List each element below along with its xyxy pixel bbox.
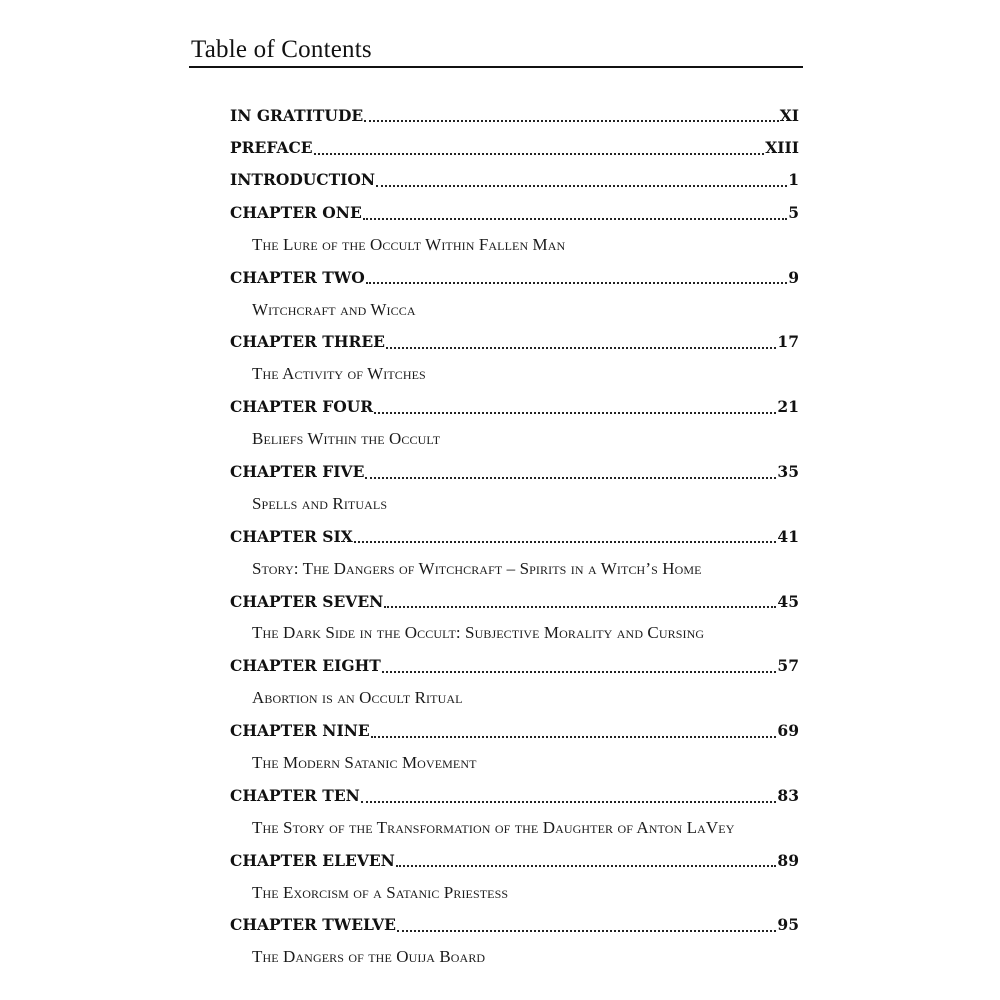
toc-entry-page-number: 1 bbox=[788, 170, 799, 190]
toc-chapter-subtitle: Story: The Dangers of Witchcraft – Spirits in a Witch’s Home bbox=[252, 558, 702, 578]
toc-entry bbox=[230, 779, 799, 811]
toc-entry-page-number: 17 bbox=[777, 332, 799, 352]
dot-leader bbox=[363, 203, 787, 229]
toc-entry bbox=[230, 261, 799, 293]
toc-entry bbox=[230, 131, 799, 163]
toc-entry-page-number: 5 bbox=[788, 202, 799, 222]
dot-leader bbox=[361, 786, 777, 812]
toc-entry bbox=[230, 455, 799, 487]
title-divider bbox=[189, 66, 803, 68]
toc-entry-page-number: 57 bbox=[777, 656, 799, 676]
toc-chapter-subtitle: Spells and Rituals bbox=[252, 493, 388, 513]
dot-leader bbox=[384, 591, 776, 617]
toc-chapter-subtitle: Beliefs Within the Occult bbox=[252, 429, 441, 449]
dot-leader bbox=[366, 267, 787, 293]
dot-leader bbox=[314, 138, 765, 164]
dot-leader bbox=[396, 850, 777, 876]
toc-entry bbox=[230, 326, 799, 358]
dot-leader bbox=[386, 332, 776, 358]
dot-leader bbox=[354, 526, 777, 552]
toc-entry-label: IN GRATITUDE bbox=[230, 105, 364, 125]
toc-chapter-subtitle: The Dangers of the Ouija Board bbox=[252, 947, 486, 967]
toc-entry-page-number: 35 bbox=[777, 461, 799, 481]
toc-entry-label: CHAPTER ONE bbox=[230, 202, 362, 222]
toc-entry-label: CHAPTER SEVEN bbox=[230, 591, 384, 611]
toc-entry-label: CHAPTER NINE bbox=[230, 721, 370, 741]
toc-entry bbox=[230, 714, 799, 746]
toc-entry-page-number: 45 bbox=[777, 591, 799, 611]
toc-entry-label: PREFACE bbox=[230, 138, 313, 158]
toc-entry-page-number: XIII bbox=[765, 138, 799, 158]
table-of-contents bbox=[230, 99, 799, 974]
toc-entry-label: CHAPTER TWELVE bbox=[230, 915, 396, 935]
toc-entry-label: CHAPTER THREE bbox=[230, 332, 385, 352]
toc-entry bbox=[230, 164, 799, 196]
dot-leader bbox=[374, 397, 776, 423]
dot-leader bbox=[371, 721, 777, 747]
toc-chapter-subtitle: The Activity of Witches bbox=[252, 364, 426, 384]
toc-entry-page-number: 21 bbox=[777, 397, 799, 417]
dot-leader bbox=[365, 462, 776, 488]
toc-entry-page-number: XI bbox=[779, 105, 799, 125]
toc-chapter-subtitle: The Story of the Transformation of the Daughter of Anton LaVey bbox=[252, 817, 735, 837]
dot-leader bbox=[364, 105, 779, 131]
toc-entry-label: INTRODUCTION bbox=[230, 170, 376, 190]
toc-entry bbox=[230, 650, 799, 682]
toc-entry-label: CHAPTER ELEVEN bbox=[230, 850, 395, 870]
toc-chapter-subtitle: The Exorcism of a Satanic Priestess bbox=[252, 882, 509, 902]
toc-entry bbox=[230, 844, 799, 876]
toc-entry-label: CHAPTER FIVE bbox=[230, 461, 365, 481]
dot-leader bbox=[397, 915, 776, 941]
toc-entry-page-number: 83 bbox=[777, 785, 799, 805]
toc-entry bbox=[230, 909, 799, 941]
toc-entry-label: CHAPTER EIGHT bbox=[230, 656, 381, 676]
toc-entry bbox=[230, 520, 799, 552]
toc-chapter-subtitle: The Lure of the Occult Within Fallen Man bbox=[252, 234, 566, 254]
toc-entry-label: CHAPTER SIX bbox=[230, 526, 353, 546]
toc-entry bbox=[230, 585, 799, 617]
toc-chapter-subtitle: The Dark Side in the Occult: Subjective Morality and Cursing bbox=[252, 623, 705, 643]
toc-entry bbox=[230, 99, 799, 131]
toc-entry-page-number: 9 bbox=[788, 267, 799, 287]
toc-chapter-subtitle: Witchcraft and Wicca bbox=[252, 299, 416, 319]
toc-entry-page-number: 41 bbox=[777, 526, 799, 546]
toc-entry-label: CHAPTER TEN bbox=[230, 785, 360, 805]
toc-entry-page-number: 95 bbox=[777, 915, 799, 935]
toc-entry bbox=[230, 196, 799, 228]
toc-chapter-subtitle: Abortion is an Occult Ritual bbox=[252, 688, 463, 708]
toc-entry bbox=[230, 391, 799, 423]
toc-chapter-subtitle: The Modern Satanic Movement bbox=[252, 753, 477, 772]
toc-entry-page-number: 89 bbox=[777, 850, 799, 870]
page-title: Table of Contents bbox=[191, 36, 372, 63]
toc-entry-label: CHAPTER FOUR bbox=[230, 397, 374, 417]
dot-leader bbox=[382, 656, 777, 682]
dot-leader bbox=[376, 170, 787, 196]
toc-entry-page-number: 69 bbox=[777, 721, 799, 741]
toc-entry-label: CHAPTER TWO bbox=[230, 267, 365, 287]
